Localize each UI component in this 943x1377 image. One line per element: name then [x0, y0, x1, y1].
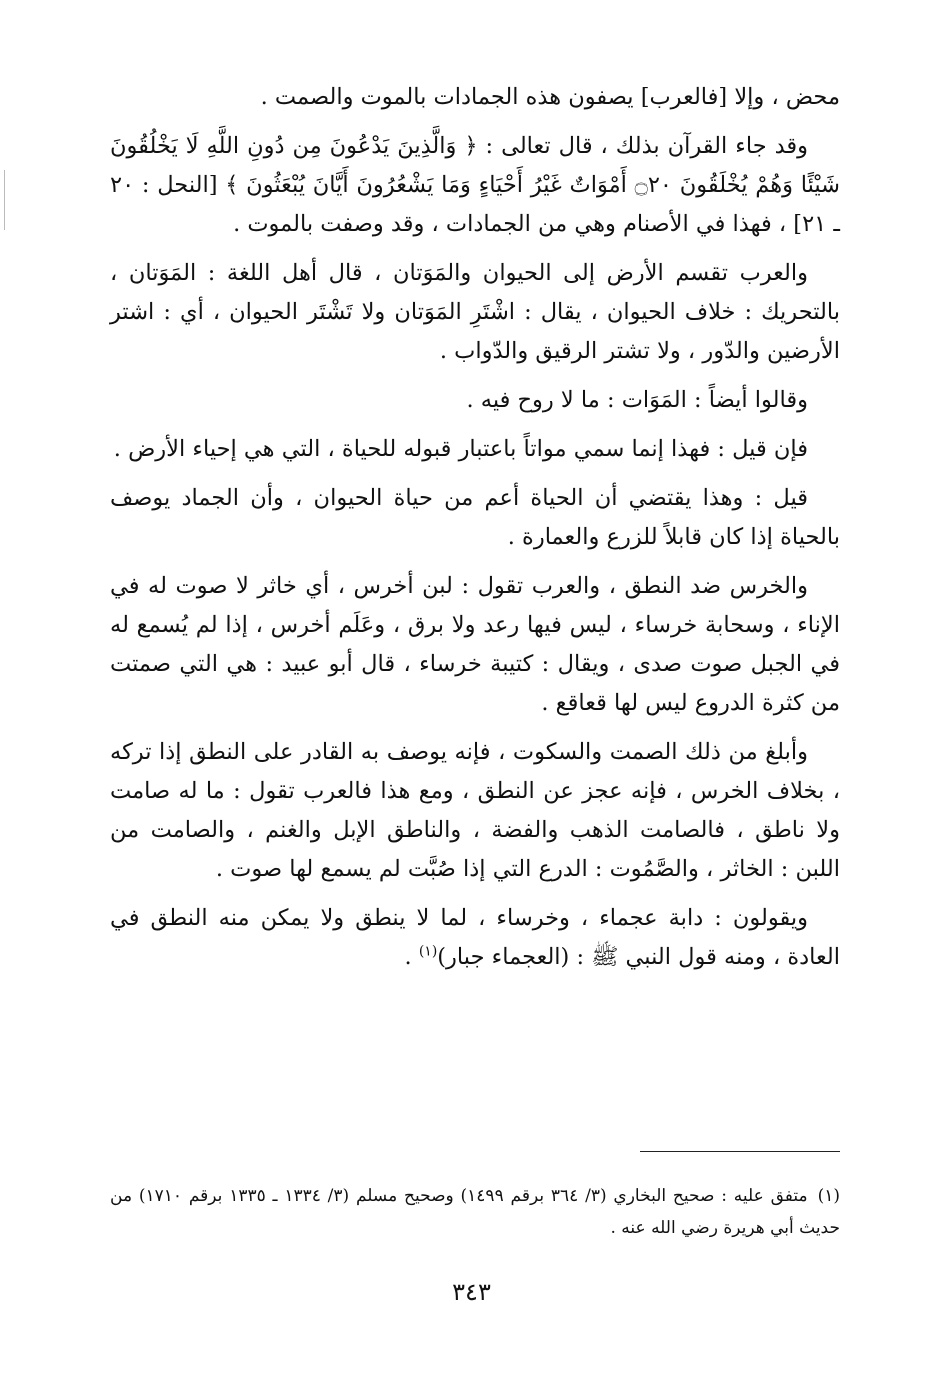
main-text [110, 78, 840, 987]
paragraph-4: وقالوا أيضاً : المَوَات : ما لا روح فيه . [466, 387, 808, 413]
paragraph-3: والعرب تقسم الأرض إلى الحيوان والمَوَتان ، قال أهل اللغة : المَوَتان ، بالتحريك : خلاف الحيوان ، يقال : اشْتَرِ المَوَتان ولا تَشْتَر الحيوان ، أي : اشتر الأرضين والدّور ، ولا تشتر الرقيق والدّواب . [110, 260, 840, 364]
footnote-text: متفق عليه : صحيح البخاري (٣/ ٣٦٤ برقم ١٤٩٩) وصحيح مسلم (٣/ ١٣٣٤ ـ ١٣٣٥ برقم ١٧١٠) من حديث أبي هريرة رضي الله عنه . [110, 1186, 840, 1238]
footnote-1 [110, 1180, 840, 1244]
paragraph-7: والخرس ضد النطق ، والعرب تقول : لبن أخرس ، أي خاثر لا صوت له في الإناء ، وسحابة خرساء ، ليس فيها رعد ولا برق ، وعَلَم أخرس ، إذا لم يُسمع له في الجبل صوت صدى ، ويقال : كتيبة خرساء ، قال أبو عبيد : هي التي صمتت من كثرة الدروع ليس لها قعاقع . [110, 573, 840, 716]
footnote-number: (١) [817, 1186, 841, 1206]
paragraph-5: فإن قيل : فهذا إنما سمي مواتاً باعتبار قبوله للحياة ، التي هي إحياء الأرض . [113, 436, 808, 462]
footnote-divider [640, 1151, 840, 1152]
footnotes [110, 1180, 840, 1244]
paragraph-8: وأبلغ من ذلك الصمت والسكوت ، فإنه يوصف به القادر على النطق إذا تركه ، بخلاف الخرس ، فإنه عجز عن النطق ، ومع هذا فالعرب تقول : ما له صامت ولا ناطق ، فالصامت الذهب والفضة ، والناطق الإبل والغنم ، والصامت من اللبن : الخاثر ، والصَّمُوت : الدرع التي إذا صُبَّت لم يسمع لها صوت . [110, 739, 840, 882]
page-number: ٣٤٣ [452, 1278, 491, 1306]
paragraph-6: قيل : وهذا يقتضي أن الحياة أعم من حياة الحيوان ، وأن الجماد يوصف بالحياة إذا كان قابلاً للزرع والعمارة . [110, 485, 840, 550]
paragraph-1: محض ، وإلا [فالعرب] يصفون هذه الجمادات بالموت والصمت . [260, 84, 840, 110]
scan-edge-mark [4, 170, 5, 230]
paragraph-9: ويقولون : دابة عجماء ، وخرساء ، لما لا ينطق ولا يمكن منه النطق في العادة ، ومنه قول النبي ﷺ : (العجماء جبار)$^{(١)}$ . [110, 905, 840, 970]
footnote-reference[interactable]: (١) [418, 943, 438, 960]
paragraph-2: وقد جاء القرآن بذلك ، قال تعالى : ﴿ وَالَّذِينَ يَدْعُونَ مِن دُونِ اللَّهِ لَا يَخْلُقُونَ شَيْئًا وَهُمْ يُخْلَقُونَ ۝٢٠ أَمْوَاتٌ غَيْرُ أَحْيَاءٍ وَمَا يَشْعُرُونَ أَيَّانَ يُبْعَثُونَ ﴾ [النحل : ٢٠ ـ ٢١] ، فهذا في الأصنام وهي من الجمادات ، وقد وصفت بالموت . [110, 133, 841, 237]
